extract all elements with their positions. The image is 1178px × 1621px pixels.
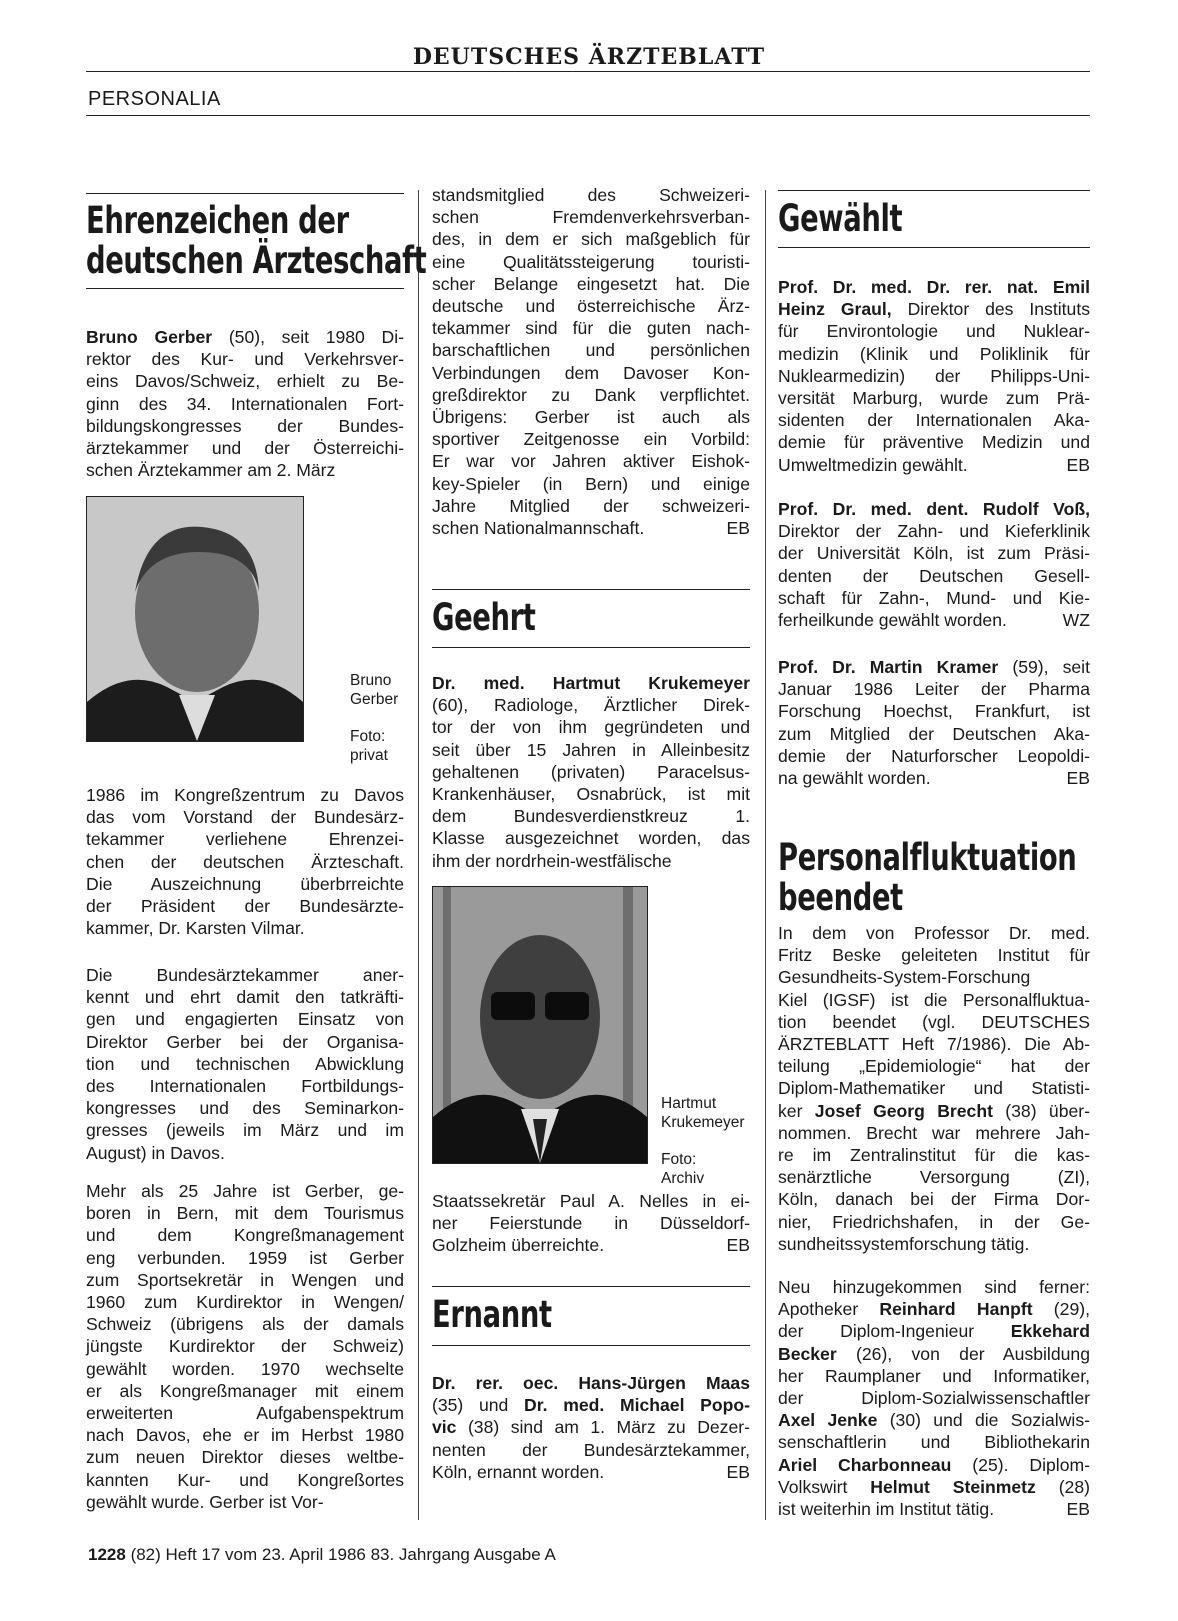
text-line: Jahre Mitglied der schweizeri- [432, 495, 750, 516]
text-line: Schweiz (übrigens als der damals [86, 1314, 404, 1335]
photo-hartmut-krukemeyer [432, 886, 648, 1164]
text-line: dem Bundesverdienstkreuz 1. [432, 806, 750, 827]
col3-kramer-paragraph [778, 656, 1090, 789]
col1-paragraph-3 [86, 964, 404, 1164]
author-initials: WZ [1062, 610, 1090, 631]
text-line: Klasse ausgezeichnet worden, das [432, 828, 750, 849]
text-line: kennt und ehrt damit den tatkräfti- [86, 987, 404, 1008]
text-line: Gesundheits-System-Forschung [778, 967, 1031, 988]
col2-geehrt-rule-bottom [432, 647, 750, 648]
col3-gewaehlt-rule-bottom [778, 247, 1090, 248]
col2-ernannt-paragraph [432, 1372, 750, 1483]
text-line: August) in Davos. [86, 1142, 225, 1163]
text-line: sidenten der Internationalen Aka- [778, 410, 1090, 431]
text-line: gewählt worden. 1970 wechselte [86, 1358, 404, 1379]
masthead: DEUTSCHES ÄRZTEBLATT [412, 44, 766, 70]
text-line: Umweltmedizin gewählt. EB [778, 454, 1090, 475]
text-line: Forschung Hoechst, Frankfurt, ist [778, 701, 1090, 722]
text-line: Neu hinzugekommen sind ferner: [778, 1277, 1090, 1297]
text-line: jüngste Kurdirektor der Schweiz) [86, 1336, 404, 1357]
text-line: das vom Vorstand der Bundesärz- [86, 807, 404, 828]
text-line: Nuklearmedizin) der Philipps-Uni- [778, 365, 1090, 386]
text-line: eine Qualitätssteigerung touristi- [432, 251, 750, 272]
portrait-placeholder-icon [87, 497, 303, 741]
text-line: Direktor Gerber bei der Organisa- [86, 1031, 404, 1052]
portrait-placeholder-icon [433, 887, 647, 1163]
headline-ehrenzeichen: Ehrenzeichen der deutschen Ärzteschaft [86, 199, 427, 282]
text-line: Er war vor Jahren aktiver Eishok- [432, 451, 750, 472]
author-initials: EB [1066, 454, 1090, 475]
text-line: tekammer sind für die guten nach- [432, 318, 750, 339]
text-line: tekammer verliehene Ehrenzei- [86, 829, 404, 850]
text-line: tion beendet (vgl. DEUTSCHES [778, 1011, 1090, 1032]
text-line: 1986 im Kongreßzentrum zu Davos [86, 785, 404, 805]
text-line: nenten der Bundesärztekammer, [432, 1439, 750, 1460]
headline-ernannt: Ernannt [432, 1293, 552, 1336]
caption-hartmut-krukemeyer: Hartmut Krukemeyer Foto: Archiv [661, 1095, 745, 1187]
text-line: der Diplom-Sozialwissenschaftler [778, 1388, 1090, 1409]
author-initials: EB [1066, 768, 1090, 789]
text-line: barschaftlichen und persönlichen [432, 340, 750, 361]
text-line: bildungskongresses der Bundes- [86, 415, 404, 436]
text-line: 1960 zum Kurdirektor in Wengen/ [86, 1292, 404, 1313]
text-line: Übrigens: Gerber ist auch als [432, 407, 750, 428]
text-line: Direktor der Zahn- und Kieferklinik [778, 521, 1090, 542]
col2-ernannt-rule-bottom [432, 1345, 750, 1346]
text-line: ihm der nordrhein-westfälische [432, 850, 672, 871]
headline-geehrt: Geehrt [432, 596, 536, 639]
col3-igsf-paragraph [778, 922, 1090, 1255]
col3-graul-paragraph [778, 276, 1090, 476]
text-line: schen Fremdenverkehrsverban- [432, 207, 750, 228]
issue-info: (82) Heft 17 vom 23. April 1986 83. Jahrgang Ausgabe A [130, 1545, 556, 1564]
text-line: Mehr als 25 Jahre ist Gerber, ge- [86, 1181, 404, 1201]
author-initials: EB [726, 1235, 750, 1256]
text-line: zum neuen Direktor dieses weltbe- [86, 1447, 404, 1468]
col1-paragraph-4 [86, 1180, 404, 1513]
text-line: Die Auszeichnung überbrreichte [86, 873, 404, 894]
header-rule-bottom [86, 115, 1090, 116]
text-line: medizin (Klinik und Poliklinik für [778, 343, 1090, 364]
text-line: gehaltenen (privaten) Paracelsus- [432, 761, 750, 782]
text-line: Verbindungen dem Davoser Kon- [432, 362, 750, 383]
text-line: rektor des Kur- und Verkehrsver- [86, 349, 404, 370]
text-line: gen und engagierten Einsatz von [86, 1009, 404, 1030]
text-line: Prof. Dr. Martin Kramer (59), seit [778, 657, 1090, 677]
col2-geehrt-rule-top [432, 589, 750, 590]
text-line: ÄRZTEBLATT Heft 7/1986). Die Ab- [778, 1034, 1090, 1055]
headline-personalfluktuation: Personalfluktuation beendet [778, 836, 1077, 919]
column-divider-1 [418, 190, 419, 1520]
text-line: scher Belange eingesetzt hat. Die [432, 273, 750, 294]
text-line: standsmitglied des Schweizeri- [432, 185, 750, 205]
text-line: des Internationalen Fortbildungs- [86, 1076, 404, 1097]
text-line: greßdirektor zu Dank verpflichtet. [432, 384, 750, 405]
text-line: Köln, ernannt worden. EB [432, 1461, 750, 1482]
text-line: ärztekammer und der Österreichi- [86, 438, 404, 459]
headline-gewaehlt: Gewählt [778, 197, 903, 240]
text-line: zum Sportsekretär in Wengen und [86, 1269, 404, 1290]
text-line: schen Nationalmannschaft. EB [432, 518, 750, 539]
text-line: der Diplom-Ingenieur Ekkehard [778, 1321, 1090, 1342]
text-line: kammer, Dr. Karsten Vilmar. [86, 918, 305, 939]
text-line: gewählt wurde. Gerber ist Vor- [86, 1491, 324, 1512]
text-line: kannten Kur- und Kongreßortes [86, 1469, 404, 1490]
text-line: na gewählt worden. EB [778, 768, 1090, 789]
col3-voss-paragraph [778, 498, 1090, 631]
text-line: (35) und Dr. med. Michael Popo- [432, 1395, 750, 1416]
text-line: Januar 1986 Leiter der Pharma [778, 679, 1090, 700]
text-line: teilung „Epidemiologie“ hat der [778, 1056, 1090, 1077]
text-line: Prof. Dr. med. dent. Rudolf Voß, [778, 499, 1090, 519]
text-line: und dem Kongreßmanagement [86, 1225, 404, 1246]
text-line: Volkswirt Helmut Steinmetz (28) [778, 1476, 1090, 1497]
text-line: ner Feierstunde in Düsseldorf- [432, 1213, 750, 1234]
text-line: Dr. med. Hartmut Krukemeyer [432, 673, 750, 693]
text-line: nach Davos, ehe er im Herbst 1980 [86, 1425, 404, 1446]
text-line: seit über 15 Jahren in Alleinbesitz [432, 739, 750, 760]
text-line: versität Marburg, wurde zum Prä- [778, 388, 1090, 409]
col3-neu-paragraph [778, 1276, 1090, 1520]
text-line: sportiver Zeitgenosse ein Vorbild: [432, 429, 750, 450]
text-line: Diplom-Mathematiker und Statisti- [778, 1078, 1090, 1099]
text-line: boren in Bern, mit dem Tourismus [86, 1203, 404, 1224]
text-line: Dr. rer. oec. Hans-Jürgen Maas [432, 1373, 750, 1393]
text-line: eng verbunden. 1959 ist Gerber [86, 1247, 404, 1268]
col1-headline-rule-top [86, 193, 404, 194]
text-line: nommen. Brecht war mehrere Jah- [778, 1122, 1090, 1143]
text-line: der Universität Köln, ist zum Präsi- [778, 543, 1090, 564]
text-line: Prof. Dr. med. Dr. rer. nat. Emil [778, 277, 1090, 297]
text-line: In dem von Professor Dr. med. [778, 923, 1090, 943]
text-line: schen Ärztekammer am 2. März [86, 460, 336, 481]
text-line: Bruno Gerber (50), seit 1980 Di- [86, 327, 404, 347]
column-divider-2 [765, 190, 766, 1520]
col3-gewaehlt-rule-top [778, 190, 1090, 191]
text-line: Krankenhäuser, Osnabrück, ist mit [432, 784, 750, 805]
photo-bruno-gerber [86, 496, 304, 742]
text-line: Heinz Graul, Direktor des Instituts [778, 299, 1090, 320]
text-line: demie der Naturforscher Leopoldi- [778, 745, 1090, 766]
text-line: key-Spieler (in Bern) und einige [432, 473, 750, 494]
text-line: ferheilkunde gewählt worden. WZ [778, 610, 1090, 631]
author-initials: EB [1066, 1499, 1090, 1520]
text-line: tion und technischen Abwicklung [86, 1053, 404, 1074]
text-line: Becker (26), von der Ausbildung [778, 1343, 1090, 1364]
text-line: (60), Radiologe, Ärztlicher Direk- [432, 695, 750, 716]
col2-paragraph-1 [432, 184, 750, 539]
text-line: vic (38) sind am 1. März zu Dezer- [432, 1417, 750, 1438]
text-line: Ariel Charbonneau (25). Diplom- [778, 1454, 1090, 1475]
text-line: gresses (jeweils im März und im [86, 1120, 404, 1141]
text-line: Staatssekretär Paul A. Nelles in ei- [432, 1191, 750, 1211]
text-line: der Präsident der Bundesärzte- [86, 896, 404, 917]
col1-paragraph-2 [86, 784, 404, 939]
page-footer [88, 1545, 556, 1565]
page-number: 1228 [88, 1545, 126, 1564]
text-line: demie für präventive Medizin und [778, 432, 1090, 453]
caption-bruno-gerber: Bruno Gerber Foto: privat [350, 672, 399, 764]
text-line: senschaftlerin und Bibliothekarin [778, 1432, 1090, 1453]
text-line: er als Kongreßmanager mit einem [86, 1380, 404, 1401]
text-line: Fritz Beske geleiteten Institut für [778, 945, 1090, 966]
text-line: des, in dem er sich maßgeblich für [432, 229, 750, 250]
text-line: eins Davos/Schweiz, erhielt zu Be- [86, 371, 404, 392]
text-line: her Raumplaner und Informatiker, [778, 1365, 1090, 1386]
text-line: deutsche und österreichische Ärz- [432, 296, 750, 317]
section-label: PERSONALIA [88, 88, 221, 110]
text-line: ginn des 34. Internationalen Fort- [86, 393, 404, 414]
col2-geehrt-paragraph [432, 672, 750, 872]
author-initials: EB [726, 1461, 750, 1482]
text-line: kongresses und des Seminarkon- [86, 1098, 404, 1119]
col2-ernannt-rule-top [432, 1286, 750, 1287]
header-rule-top [86, 71, 1090, 72]
text-line: erweiterten Aufgabenspektrum [86, 1403, 404, 1424]
text-line: Axel Jenke (30) und die Sozialwis- [778, 1410, 1090, 1431]
text-line: Golzheim überreichte. EB [432, 1235, 750, 1256]
text-line: re im Zentralinstitut für die kas- [778, 1145, 1090, 1166]
text-line: ker Josef Georg Brecht (38) über- [778, 1100, 1090, 1121]
author-initials: EB [726, 518, 750, 539]
col1-headline-rule-bottom [86, 288, 404, 289]
text-line: Apotheker Reinhard Hanpft (29), [778, 1299, 1090, 1320]
text-line: Kiel (IGSF) ist die Personalfluktua- [778, 989, 1090, 1010]
text-line: tor der von ihm gegründeten und [432, 717, 750, 738]
col1-paragraph-1 [86, 326, 404, 481]
text-line: sundheitssystemforschung tätig. [778, 1233, 1030, 1254]
text-line: für Environtologie und Nuklear- [778, 321, 1090, 342]
text-line: zum Mitglied der Deutschen Aka- [778, 723, 1090, 744]
text-line: Die Bundesärztekammer aner- [86, 965, 404, 985]
col2-geehrt-paragraph-2 [432, 1190, 750, 1257]
text-line: senärztliche Versorgung (ZI), [778, 1167, 1090, 1188]
text-line: chen der deutschen Ärzteschaft. [86, 851, 404, 872]
text-line: nier, Friedrichshafen, in der Ge- [778, 1211, 1090, 1232]
text-line: ist weiterhin im Institut tätig. EB [778, 1499, 1090, 1520]
text-line: denten der Deutschen Gesell- [778, 565, 1090, 586]
text-line: Köln, danach bei der Firma Dor- [778, 1189, 1090, 1210]
text-line: schaft für Zahn-, Mund- und Kie- [778, 587, 1090, 608]
